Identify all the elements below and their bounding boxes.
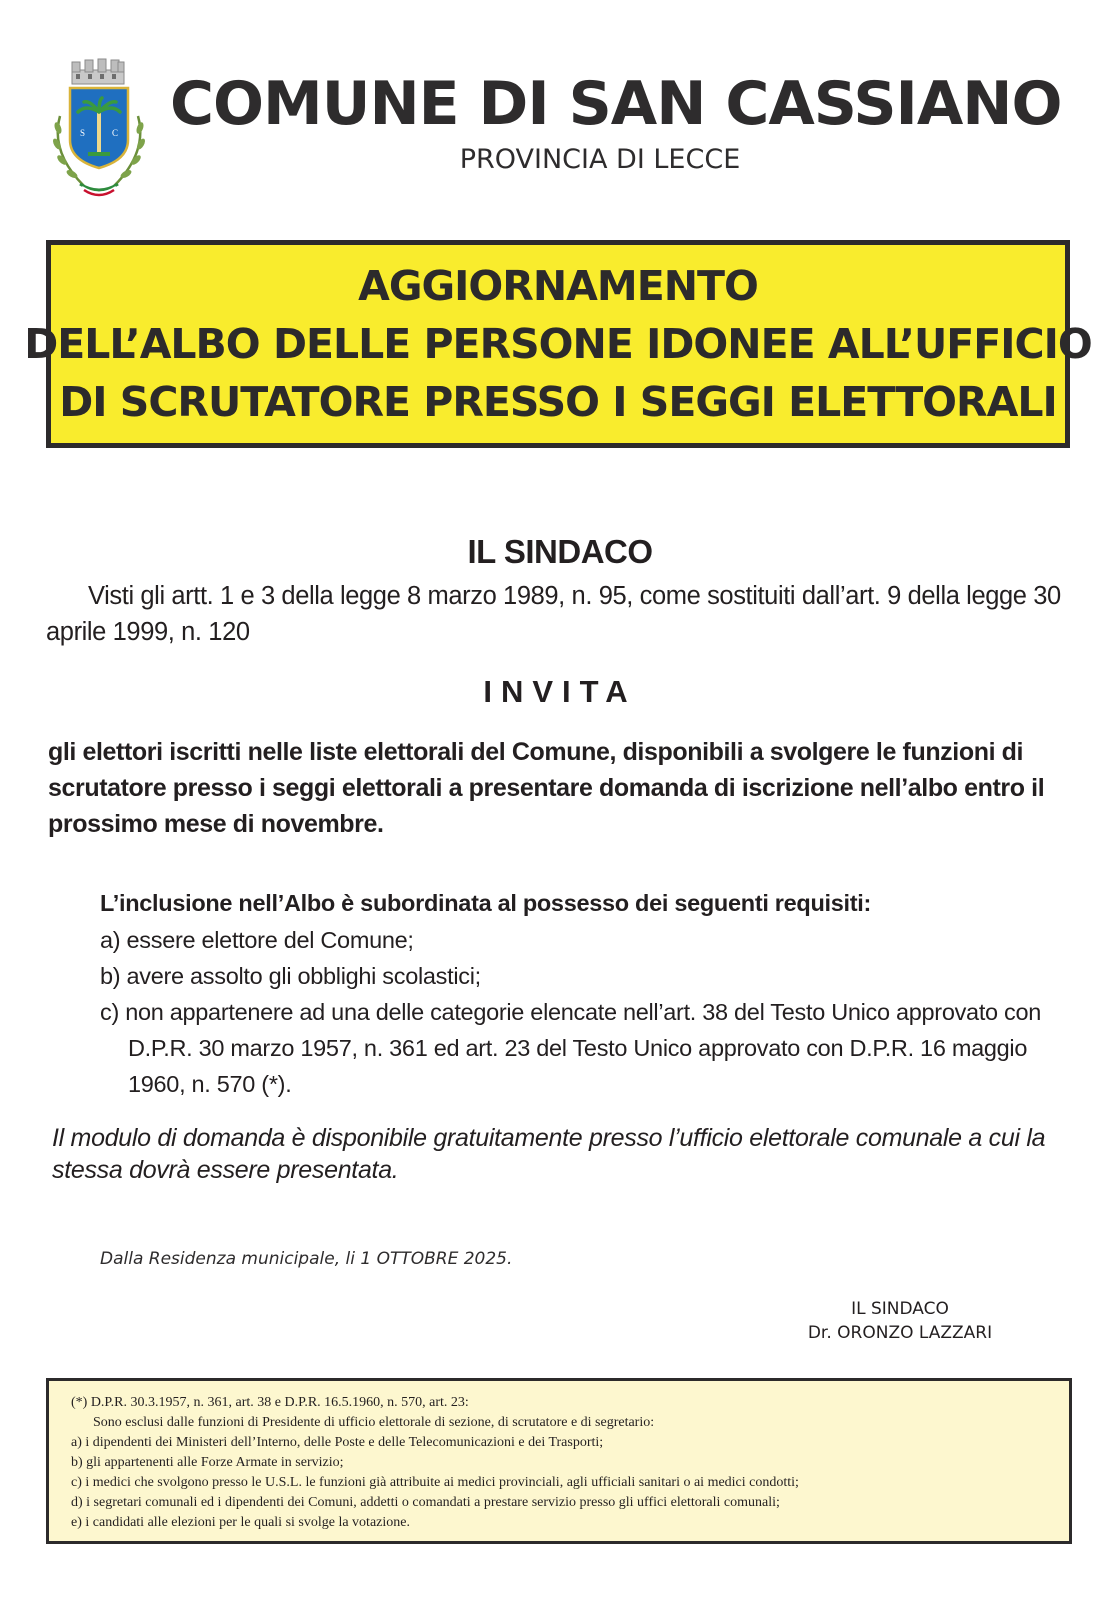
svg-text:C: C bbox=[112, 128, 119, 138]
requirements-heading: L’inclusione nell’Albo è subordinata al possesso dei seguenti requisiti: bbox=[100, 890, 872, 916]
footnote-item: d) i segretari comunali ed i dipendenti dei Comuni, addetti o comandati a prestare servizio presso gli uffici elettorali comunali; bbox=[71, 1495, 780, 1510]
notice-banner bbox=[24, 240, 1092, 448]
svg-text:S: S bbox=[80, 128, 86, 138]
municipality-title: COMUNE DI SAN CASSIANO bbox=[170, 69, 1062, 139]
municipal-crest-icon bbox=[46, 56, 152, 202]
form-availability-note: Il modulo di domanda è disponibile gratuitamente presso l’ufficio elettorale comunale a cui la stessa dovrà essere presentata. bbox=[52, 1124, 1046, 1184]
invitation-paragraph: gli elettori iscritti nelle liste elettorali del Comune, disponibili a svolgere le funzioni di scrutatore presso i seggi elettorali a presentare domanda di iscrizione nell’albo entro il prossimo mese di novembre. bbox=[48, 738, 1045, 838]
footnote-intro: Sono esclusi dalle funzioni di Presidente di ufficio elettorale di sezione, di scrutatore e di segretario: bbox=[93, 1415, 655, 1430]
signature-name: Dr. ORONZO LAZZARI bbox=[807, 1323, 993, 1343]
place-and-date: Dalla Residenza municipale, li 1 OTTOBRE 2025. bbox=[100, 1249, 513, 1269]
footnote-item: e) i candidati alle elezioni per le quali si svolge la votazione. bbox=[71, 1515, 410, 1530]
legal-preamble: Visti gli artt. 1 e 3 della legge 8 marzo 1989, n. 95, come sostituiti dall’art. 9 della legge 30 aprile 1999, n. 120 bbox=[46, 582, 1061, 646]
legal-footnote-box bbox=[46, 1378, 1072, 1544]
footnote-header: (*) D.P.R. 30.3.1957, n. 361, art. 38 e D.P.R. 16.5.1960, n. 570, art. 23: bbox=[71, 1395, 469, 1410]
requirement-item: a) essere elettore del Comune; bbox=[100, 927, 414, 953]
signature-title: IL SINDACO bbox=[851, 1299, 949, 1319]
sindaco-heading: IL SINDACO bbox=[467, 533, 653, 570]
banner-line: DI SCRUTATORE PRESSO I SEGGI ELETTORALI bbox=[59, 378, 1057, 426]
requirement-item: c) non appartenere ad una delle categorie elencate nell’art. 38 del Testo Unico approvato con D.P.R. 30 marzo 1957, n. 361 ed art. 23 del Testo Unico approvato con D.P.R. 16 maggio 1960, n. 570 (*). bbox=[100, 999, 1042, 1097]
footnote-item: c) i medici che svolgono presso le U.S.L. le funzioni già attribuite ai medici provinciali, agli ufficiali sanitari o ai medici condotti; bbox=[71, 1475, 799, 1490]
banner-line: AGGIORNAMENTO bbox=[358, 262, 758, 310]
footnote-item: b) gli appartenenti alle Forze Armate in servizio; bbox=[71, 1455, 344, 1470]
requirement-item: b) avere assolto gli obblighi scolastici; bbox=[100, 963, 481, 989]
requirements-list bbox=[100, 922, 1080, 1102]
banner-line: DELL’ALBO DELLE PERSONE IDONEE ALL’UFFICIO bbox=[24, 320, 1092, 368]
province-subtitle: PROVINCIA DI LECCE bbox=[459, 144, 741, 175]
footnote-item: a) i dipendenti dei Ministeri dell’Interno, delle Poste e delle Telecomunicazioni e dei Trasporti; bbox=[71, 1435, 604, 1450]
invita-heading: INVITA bbox=[483, 674, 637, 709]
